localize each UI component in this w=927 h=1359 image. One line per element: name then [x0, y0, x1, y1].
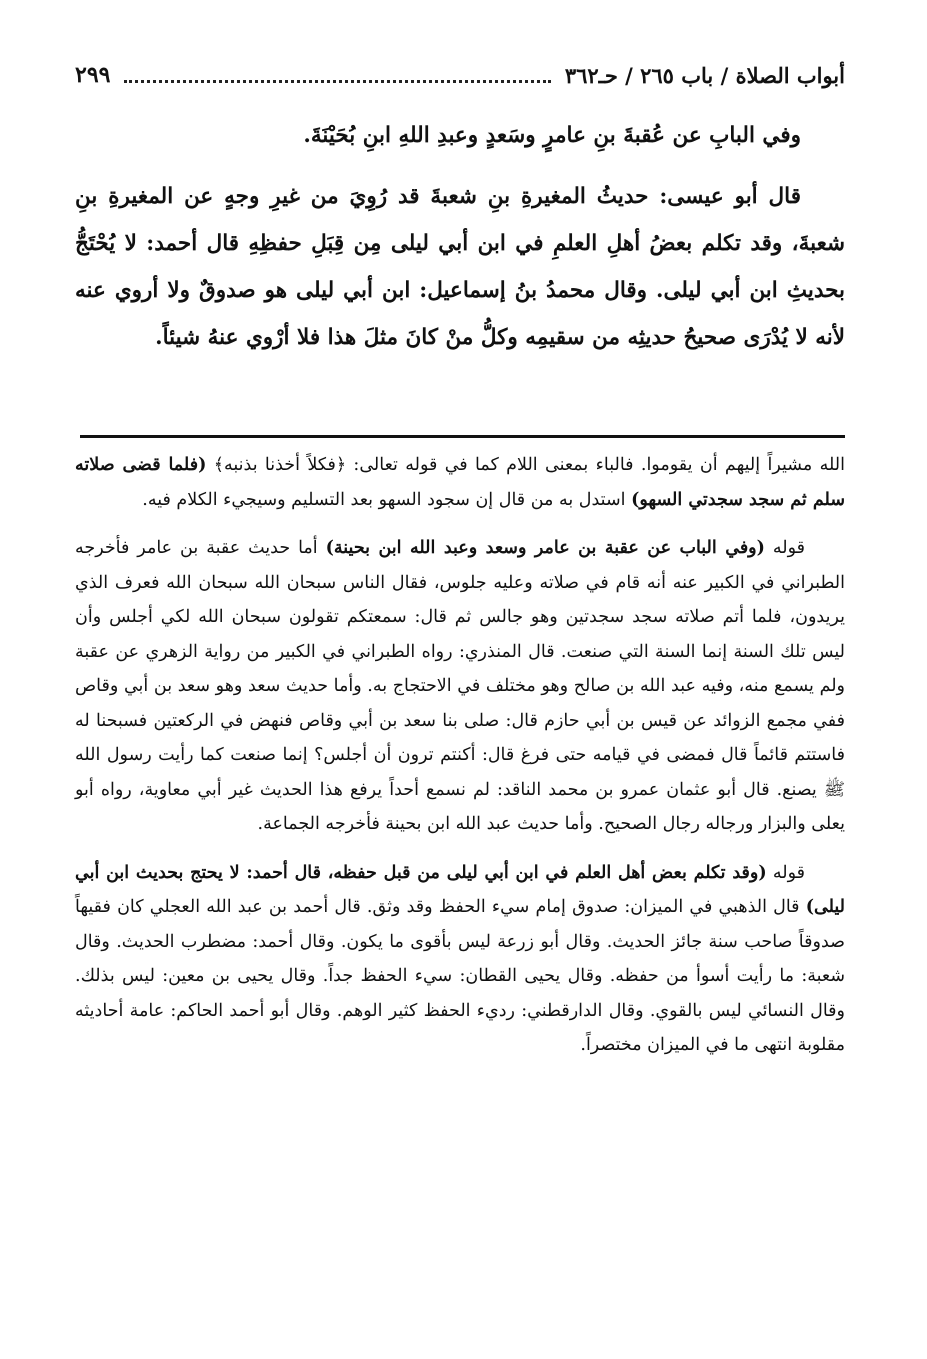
header-dot-leader	[124, 80, 550, 83]
footnote-divider	[80, 435, 845, 438]
note1-rest: استدل به من قال إن سجود السهو بعد التسليم وسيجيء الكلام فيه.	[142, 489, 626, 510]
header-title: أبواب الصلاة / باب ٢٦٥ / حـ٣٦٢	[564, 62, 845, 88]
page-number: ٢٩٩	[75, 62, 111, 88]
note2-rest: أما حديث عقبة بن عامر فأخرجه الطبراني في الكبير عنه أنه قام في صلاته وعليه جلوس، فقال الناس سبحان الله سبحان الله فعرف الذي يريدون، فلما أتم صلاته سجد سجدتين وهو جالس ثم قال: سمعتكم تقولون سبحان الله لكي أجلس وأن ليس تلك السنة إنما السنة التي صنعت. قال المنذري: رواه الطبراني في الكبير من رواية الزهري عن عقبة ولم يسمع منه، وفيه عبد الله بن صالح وهو مختلف في الاحتجاج به. وأما حديث سعد وهو سعد بن أبي وقاص ففي مجمع الزوائد عن قيس بن أبي حازم قال: صلى بنا سعد بن أبي وقاص فنهض في الركعتين فسبحنا له فاستتم قائماً قال فمضى في قيامه حتى فرغ قال: أكنتم ترون أن أجلس؟ إنما صنعت كما رأيت رسول الله ﷺ يصنع. قال أبو عثمان عمرو بن محمد الناقد: لم نسمع أحداً يرفع هذا الحديث غير أبي معاوية، رواه أبو يعلى والبزار ورجاله رجال الصحيح. وأما حديث عبد الله ابن بحينة فأخرجه الجماعة.	[75, 538, 845, 834]
commentary	[75, 448, 845, 1063]
main-paragraph-1: وفي البابِ عن عُقبةَ بنِ عامرٍ وسَعدٍ وعبدِ اللهِ ابنِ بُحَيْنَةَ.	[303, 123, 801, 148]
note3-rest: قال الذهبي في الميزان: صدوق إمام سيء الحفظ وقد وثق. قال أحمد بن عبد الله العجلي كان فقيهاً صدوقاً صاحب سنة جائز الحديث. وقال أبو زرعة ليس بأقوى ما يكون. وقال أحمد: مضطرب الحديث. وقال شعبة: ما رأيت أسوأ من حفظه. وقال يحيى القطان: سيء الحفظ جداً. وقال يحيى بن معين: ليس بذلك. وقال النسائي ليس بالقوي. وقال الدارقطني: رديء الحفظ كثير الوهم. وقال أبو أحمد الحاكم: عامة أحاديثه مقلوبة انتهى ما في الميزان مختصراً.	[75, 897, 845, 1055]
commentary-paragraph-3	[75, 856, 845, 1063]
main-paragraph-2: قال أبو عيسى: حديثُ المغيرةِ بنِ شعبةَ قد رُوِيَ من غيرِ وجهٍ عن المغيرةِ بنِ شعبةَ، وقد تكلم بعضُ أهلِ العلمِ في ابن أبي ليلى مِن قِبَلِ حفظِهِ قال أحمد: لا يُحْتَجُّ بحديثِ ابن أبي ليلى. وقال محمدُ بنُ إسماعيل: ابن أبي ليلى هو صدوقٌ ولا أروي عنه لأنه لا يُدْرَى صحيحُ حديثِه من سقيمِه وكلُّ منْ كانَ مثلَ هذا فلا أرْوي عنهُ شيئاً.	[75, 184, 845, 350]
note1-text: الله مشيراً إليهم أن يقوموا. فالباء بمعنى اللام كما في قوله تعالى: ﴿فكلاً أخذنا بذنبه﴾	[213, 455, 845, 475]
commentary-paragraph-1	[75, 448, 845, 517]
commentary-paragraph-2	[75, 531, 845, 842]
main-text	[75, 112, 845, 361]
note2-lead: قوله	[772, 538, 805, 558]
note3-lead: قوله	[772, 862, 805, 883]
running-header	[75, 58, 845, 92]
note1-bold: (فلما قضى صلاته سلم ثم سجد سجدتي السهو)	[75, 455, 845, 510]
note3-bold: (وقد تكلم بعض أهل العلم في ابن أبي ليلى من قبل حفظه، قال أحمد: لا يحتج بحديث ابن أبي ليلى)	[75, 862, 845, 917]
note2-bold: (وفي الباب عن عقبة بن عامر وسعد وعبد الله ابن بحينة)	[325, 538, 765, 558]
